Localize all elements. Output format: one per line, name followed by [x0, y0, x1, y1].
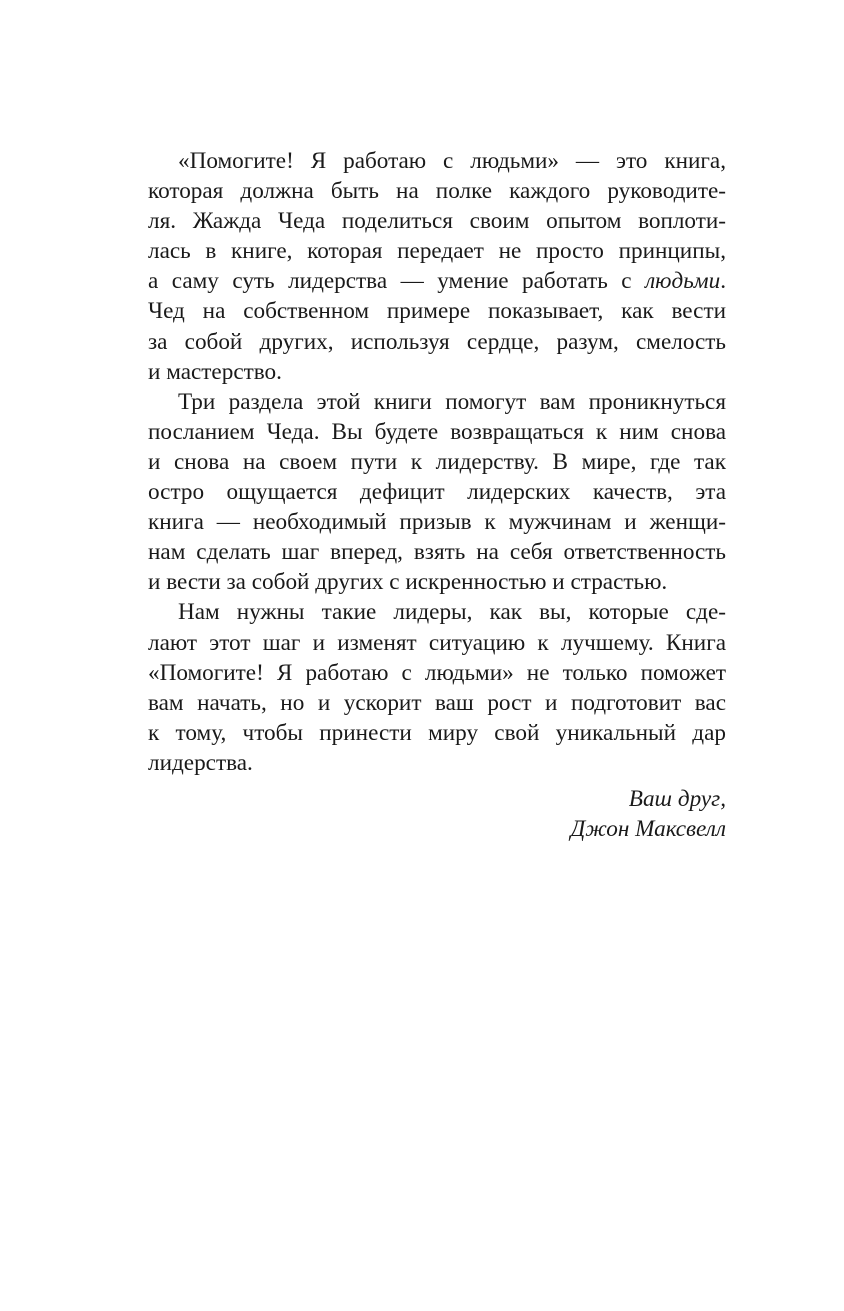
text-line: «Помогите! Я работаю с людьми» не только поможет [148, 659, 726, 686]
text-line: нам сделать шаг вперед, взять на себя ответственность [148, 539, 726, 566]
text-line: которая должна быть на полке каждого руководите- [148, 178, 726, 205]
text-line: к тому, чтобы принести миру свой уникальный дар [148, 719, 726, 746]
text-line: книга — необходимый призыв к мужчинам и женщи- [148, 509, 726, 536]
text-line: и снова на своем пути к лидерству. В мире, где так [148, 448, 726, 475]
text-line: и вести за собой других с искренностью и страстью. [148, 569, 668, 596]
text-line: остро ощущается дефицит лидерских качеств, эта [148, 479, 726, 506]
text-line: посланием Чеда. Вы будете возвращаться к ним снова [148, 418, 726, 445]
text-segment: . [720, 268, 726, 295]
text-line: Три раздела этой книги помогут вам проникнуться [178, 388, 726, 415]
text-line: вам начать, но и ускорит ваш рост и подготовит вас [148, 689, 726, 716]
emphasis-word: людьми [645, 268, 721, 295]
paragraph-3 [148, 597, 726, 778]
paragraph-2 [148, 387, 726, 598]
text-segment: а саму суть лидерства — умение работать с [148, 268, 646, 295]
text-line: лают этот шаг и изменят ситуацию к лучшему. Книга [148, 629, 726, 656]
text-line: ля. Жажда Чеда поделиться своим опытом воплоти- [148, 208, 726, 235]
text-line: Чед на собственном примере показывает, как вести [148, 298, 726, 325]
signature [148, 784, 726, 844]
text-line: Нам нужны такие лидеры, как вы, которые сде- [178, 599, 726, 626]
text-line: лидерства. [148, 749, 253, 776]
text-line: и мастерство. [148, 358, 282, 385]
signature-name: Джон Максвелл [570, 816, 726, 843]
foreword-text [148, 146, 726, 844]
text-line: лась в книге, которая передает не просто принципы, [148, 238, 726, 265]
signature-closing: Ваш друг, [628, 785, 726, 812]
text-line-with-emphasis [148, 266, 726, 296]
paragraph-1 [148, 146, 726, 387]
text-line: за собой других, используя сердце, разум, смелость [148, 328, 726, 355]
text-line: «Помогите! Я работаю с людьми» — это книга, [178, 148, 726, 174]
